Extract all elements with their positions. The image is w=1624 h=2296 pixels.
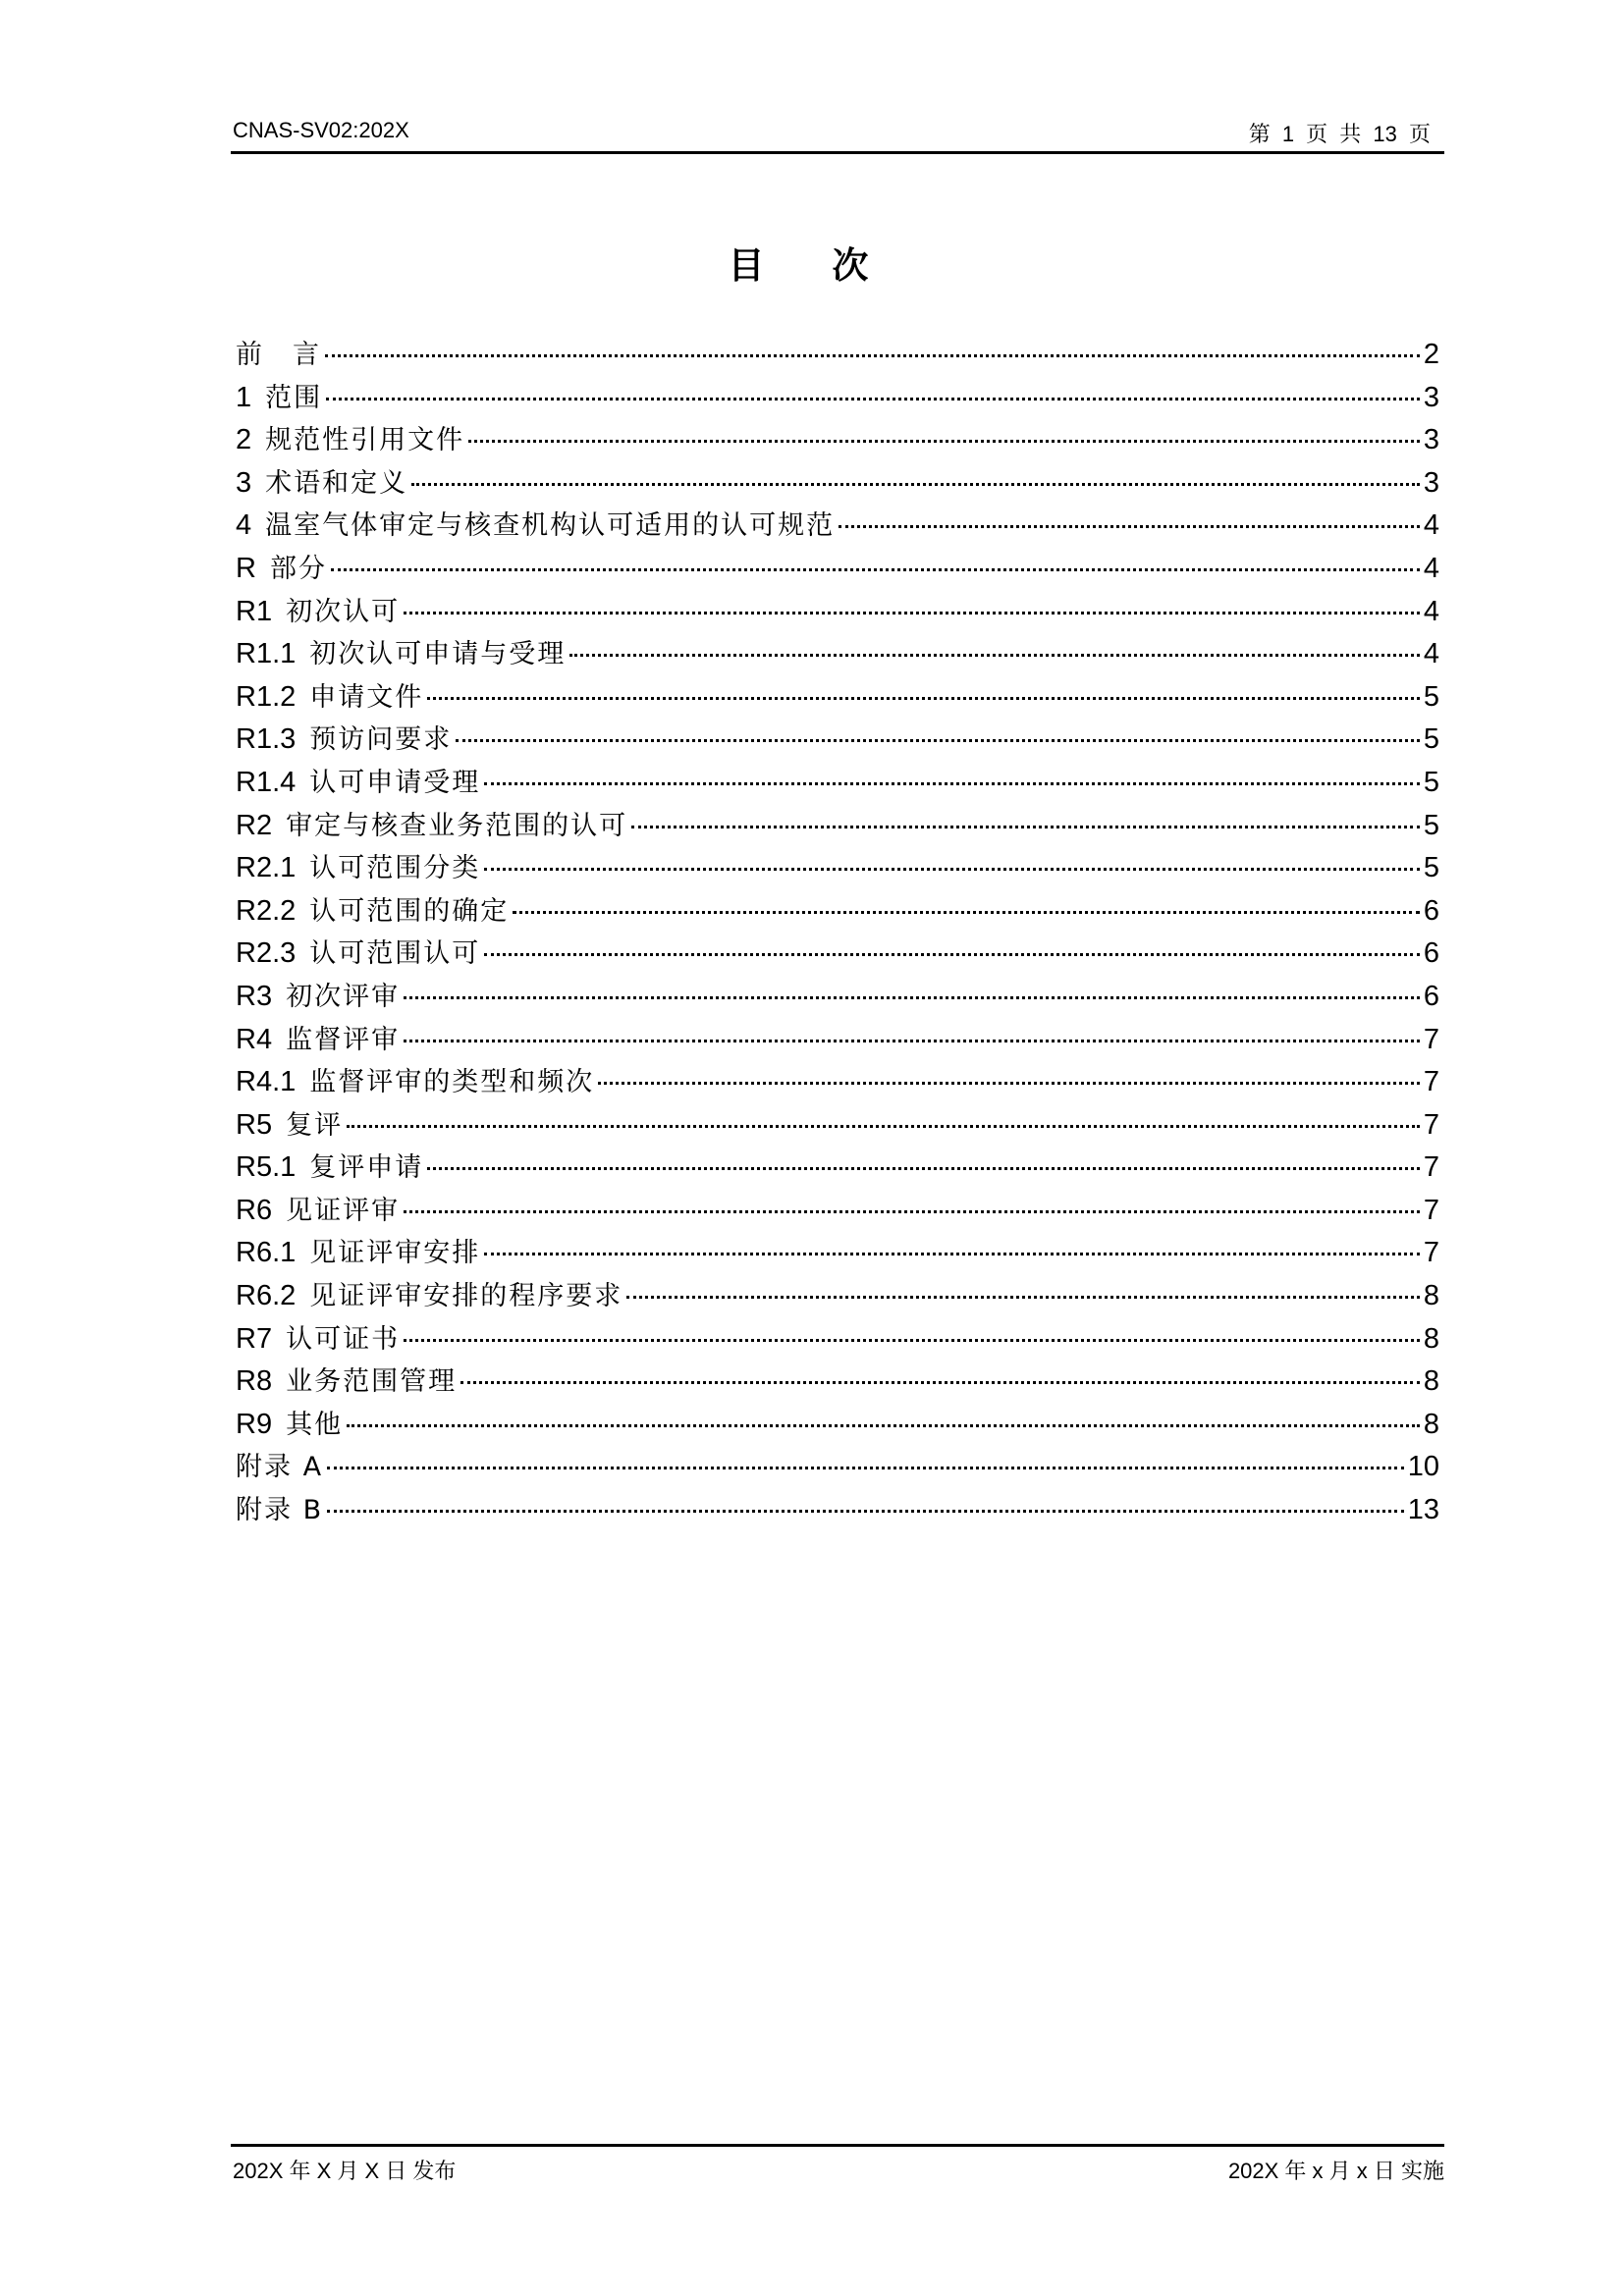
toc-entry-number: R9 [236, 1408, 273, 1440]
toc-entry-title: 监督评审的类型和频次 [309, 1067, 595, 1098]
toc-entry-number: R1.3 [236, 723, 297, 756]
toc-entry-title: 业务范围管理 [286, 1366, 458, 1398]
toc-entry-number: 1 [236, 381, 252, 413]
document-code: CNAS-SV02:202X [233, 118, 409, 142]
toc-dot-leader [327, 1510, 1404, 1513]
toc-dot-leader [484, 782, 1420, 785]
toc-entry[interactable] [236, 1232, 1439, 1275]
toc-dot-leader [468, 440, 1420, 443]
toc-dot-leader [427, 1167, 1420, 1170]
toc-entry-page: 5 [1423, 852, 1439, 884]
toc-entry[interactable] [236, 1446, 1439, 1489]
toc-entry-title: 附录 A [236, 1452, 324, 1483]
toc-entry-page: 2 [1423, 339, 1439, 370]
toc-entry[interactable] [236, 591, 1439, 634]
toc-entry-number: R [236, 552, 256, 584]
toc-entry-page: 7 [1423, 1108, 1439, 1141]
toc-entry-title: 见证评审安排的程序要求 [309, 1281, 623, 1312]
toc-entry-number: R6.2 [236, 1280, 297, 1312]
toc-entry-title: 见证评审安排 [309, 1238, 481, 1269]
toc-entry[interactable] [236, 1361, 1439, 1404]
toc-entry-page: 5 [1423, 723, 1439, 756]
toc-entry-page: 8 [1423, 1322, 1439, 1355]
toc-entry-title: 预访问要求 [309, 724, 453, 756]
toc-entry[interactable] [236, 719, 1439, 762]
toc-entry-number: R1.4 [236, 766, 297, 798]
toc-entry-page: 4 [1423, 638, 1439, 670]
effective-date: 202X 年 x 月 x 日 实施 [1227, 2159, 1444, 2183]
toc-entry-title: 术语和定义 [265, 467, 408, 499]
toc-entry-page: 4 [1423, 509, 1439, 542]
toc-entry-title: 认可证书 [286, 1323, 401, 1355]
toc-dot-leader [404, 996, 1420, 999]
toc-dot-leader [325, 354, 1420, 357]
publish-date: 202X 年 X 月 X 日 发布 [233, 2159, 457, 2183]
toc-entry[interactable] [236, 1061, 1439, 1104]
toc-dot-leader [404, 1210, 1420, 1213]
toc-entry[interactable] [236, 505, 1439, 548]
toc-dot-leader [839, 525, 1420, 528]
toc-entry[interactable] [236, 633, 1439, 676]
toc-entry-page: 7 [1423, 1151, 1439, 1184]
toc-entry-title: 其他 [286, 1409, 344, 1440]
toc-entry[interactable] [236, 1190, 1439, 1233]
toc-dot-leader [427, 697, 1420, 700]
toc-entry[interactable] [236, 676, 1439, 720]
toc-entry-title: 初次认可申请与受理 [309, 639, 567, 670]
toc-entry-number: 3 [236, 466, 252, 499]
toc-entry[interactable] [236, 847, 1439, 890]
toc-entry[interactable] [236, 1275, 1439, 1318]
toc-entry-title: 监督评审 [286, 1024, 401, 1055]
toc-entry[interactable] [236, 1404, 1439, 1447]
toc-entry[interactable] [236, 377, 1439, 420]
toc-entry[interactable] [236, 1019, 1439, 1062]
toc-dot-leader [327, 1467, 1404, 1469]
toc-entry-title: 部分 [269, 553, 327, 584]
toc-entry-page: 3 [1423, 424, 1439, 456]
toc-dot-leader [513, 911, 1420, 914]
toc-entry[interactable] [236, 1104, 1439, 1148]
toc-dot-leader [626, 1296, 1420, 1299]
toc-entry-title: 复评 [286, 1109, 344, 1141]
toc-dot-leader [404, 1339, 1420, 1342]
toc-entry-title: 申请文件 [309, 681, 424, 713]
toc-entry[interactable] [236, 762, 1439, 805]
toc-entry-title: 认可申请受理 [309, 767, 481, 798]
toc-dot-leader [631, 826, 1420, 828]
toc-entry[interactable] [236, 890, 1439, 934]
toc-dot-leader [484, 953, 1420, 956]
toc-entry-page: 6 [1423, 980, 1439, 1012]
toc-entry-number: R7 [236, 1322, 273, 1355]
table-of-contents [236, 334, 1439, 1532]
toc-entry-number: R8 [236, 1365, 273, 1398]
toc-entry-page: 7 [1423, 1194, 1439, 1226]
toc-entry-page: 8 [1423, 1408, 1439, 1440]
toc-entry-number: 4 [236, 509, 252, 542]
toc-entry-number: R1.2 [236, 680, 297, 713]
toc-entry-number: R5 [236, 1108, 273, 1141]
toc-entry-page: 5 [1423, 680, 1439, 713]
toc-dot-leader [404, 612, 1420, 614]
toc-entry-title: 认可范围认可 [309, 938, 481, 970]
toc-entry[interactable] [236, 1147, 1439, 1190]
toc-dot-leader [331, 568, 1420, 571]
toc-entry-title: 温室气体审定与核查机构认可适用的认可规范 [265, 510, 836, 542]
toc-entry[interactable] [236, 1489, 1439, 1532]
toc-entry-number: R1 [236, 595, 273, 627]
toc-entry-page: 7 [1423, 1023, 1439, 1055]
toc-entry[interactable] [236, 976, 1439, 1019]
toc-dot-leader [598, 1082, 1420, 1085]
toc-dot-leader [411, 483, 1420, 486]
toc-entry-page: 4 [1423, 595, 1439, 627]
toc-entry[interactable] [236, 933, 1439, 976]
toc-entry[interactable] [236, 548, 1439, 591]
toc-dot-leader [484, 1253, 1420, 1255]
toc-entry-title: 规范性引用文件 [265, 425, 465, 456]
toc-dot-leader [404, 1040, 1420, 1042]
toc-entry[interactable] [236, 462, 1439, 506]
toc-entry-title: 初次评审 [286, 981, 401, 1012]
toc-entry-title: 见证评审 [286, 1195, 401, 1226]
toc-entry-number: R3 [236, 980, 273, 1012]
toc-dot-leader [347, 1424, 1420, 1427]
toc-entry-title: 前 言 [236, 340, 321, 370]
toc-entry-number: R6.1 [236, 1237, 297, 1269]
toc-entry[interactable] [236, 805, 1439, 848]
toc-entry-page: 3 [1423, 466, 1439, 499]
toc-entry-title: 附录 B [236, 1495, 324, 1526]
toc-title: 目 次 [728, 244, 896, 287]
toc-entry-page: 8 [1423, 1280, 1439, 1312]
page-header [231, 114, 1444, 154]
toc-entry-page: 5 [1423, 809, 1439, 841]
toc-dot-leader [347, 1125, 1420, 1128]
toc-entry-title: 认可范围的确定 [309, 895, 510, 927]
toc-entry-number: 2 [236, 424, 252, 456]
toc-dot-leader [569, 654, 1420, 657]
toc-entry-number: R2.2 [236, 894, 297, 927]
page-footer [231, 2144, 1444, 2183]
toc-entry-page: 7 [1423, 1066, 1439, 1098]
toc-entry[interactable] [236, 334, 1439, 377]
toc-entry-title: 范围 [265, 382, 323, 413]
toc-dot-leader [460, 1381, 1420, 1384]
toc-entry-number: R6 [236, 1194, 273, 1226]
toc-entry-title: 审定与核查业务范围的认可 [286, 810, 628, 841]
toc-entry-number: R4.1 [236, 1066, 297, 1098]
toc-entry-number: R2.3 [236, 937, 297, 970]
toc-dot-leader [484, 868, 1420, 871]
toc-entry-number: R2 [236, 809, 273, 841]
toc-dot-leader [456, 739, 1420, 742]
toc-entry[interactable] [236, 419, 1439, 462]
toc-entry-page: 8 [1423, 1365, 1439, 1398]
toc-entry-page: 13 [1407, 1494, 1439, 1526]
toc-entry-page: 6 [1423, 894, 1439, 927]
toc-entry-page: 3 [1423, 381, 1439, 413]
toc-entry-page: 5 [1423, 766, 1439, 798]
toc-entry-page: 4 [1423, 552, 1439, 584]
toc-entry-title: 复评申请 [309, 1152, 424, 1184]
toc-entry[interactable] [236, 1318, 1439, 1362]
toc-entry-title: 认可范围分类 [309, 853, 481, 884]
toc-entry-number: R1.1 [236, 638, 297, 670]
toc-entry-number: R2.1 [236, 852, 297, 884]
toc-entry-number: R5.1 [236, 1151, 297, 1184]
page-number-info: 第 1 页 共 13 页 [1248, 122, 1431, 146]
toc-entry-title: 初次认可 [286, 596, 401, 627]
toc-entry-page: 7 [1423, 1237, 1439, 1269]
toc-entry-number: R4 [236, 1023, 273, 1055]
toc-entry-page: 10 [1407, 1451, 1439, 1483]
toc-entry-page: 6 [1423, 937, 1439, 970]
toc-dot-leader [326, 398, 1420, 400]
